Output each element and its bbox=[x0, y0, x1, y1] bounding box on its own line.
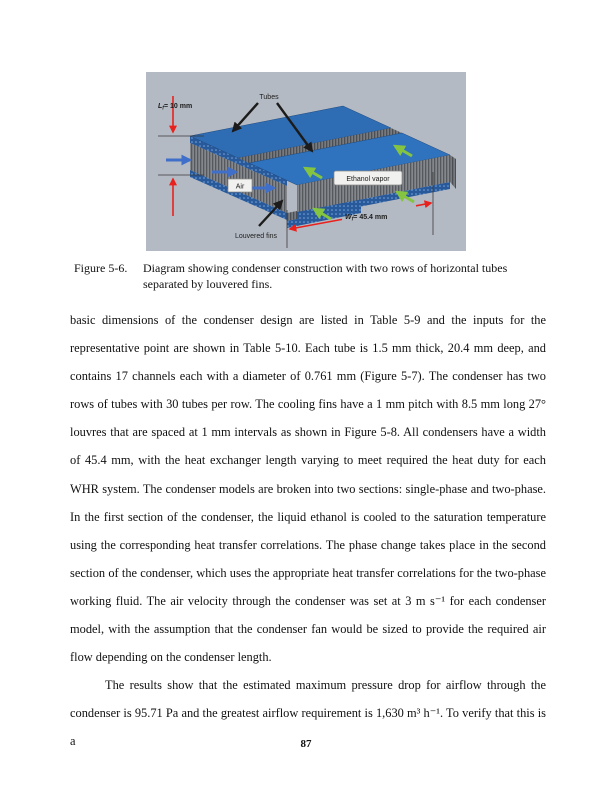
tubes-label: Tubes bbox=[259, 94, 279, 101]
paragraph-1: basic dimensions of the condenser design are listed in Table 5-9 and the inputs for the representative point are shown in Table 5-10. Each tube is 1.5 mm thick, 20.4 mm deep, and contains 17 channels each with a diameter of 0.761 mm (Figure 5-7). The condenser has two rows of tubes with 30 tubes per row. The cooling fins have a 1 mm pitch with 8.5 mm long 27° louvres that are spaced at 1 mm intervals as shown in Figure 5-8. All condensers have a width of 45.4 mm, with the heat exchanger length varying to meet required the heat duty for each WHR system. The condenser models are broken into two sections: single-phase and two-phase. In the first section of the condenser, the liquid ethanol is cooled to the saturation temperature using the corresponding heat transfer correlations. The phase change takes place in the second section of the condenser, which uses the appropriate heat transfer correlations for the two-phase working fluid. The air velocity through the condenser was set at 3 m s⁻¹ for each condenser model, with the assumption that the condenser fan would be sized to provide the required air flow depending on the condenser length. bbox=[70, 313, 546, 665]
figure-caption-text bbox=[143, 261, 548, 292]
figure-caption-label: Figure 5-6. bbox=[74, 261, 128, 275]
ethanol-vapor-label: Ethanol vapor bbox=[346, 176, 390, 183]
figure-caption bbox=[74, 261, 548, 292]
condenser-diagram-svg bbox=[146, 72, 466, 251]
page-number: 87 bbox=[300, 738, 312, 750]
paragraph-2: The results show that the estimated maximum pressure drop for airflow through the condenser is 95.71 Pa and the greatest airflow requirement is 1,630 m³ h⁻¹. To verify that this is a bbox=[70, 678, 546, 749]
lf-dimension-label: $L_f= 10$ mm bbox=[158, 103, 193, 112]
air-label: Air bbox=[235, 183, 245, 191]
figure-caption-line-2: separated by louvered fins. bbox=[143, 276, 273, 291]
louvered-fins-label: Louvered fins bbox=[234, 233, 278, 240]
figure-caption-line-1: Diagram showing condenser construction with two rows of horizontal tubes bbox=[143, 261, 508, 275]
condenser-figure bbox=[146, 72, 466, 251]
body-text bbox=[70, 306, 546, 756]
wf-dimension-label: $W_f= 45.4$ mm bbox=[345, 214, 388, 223]
